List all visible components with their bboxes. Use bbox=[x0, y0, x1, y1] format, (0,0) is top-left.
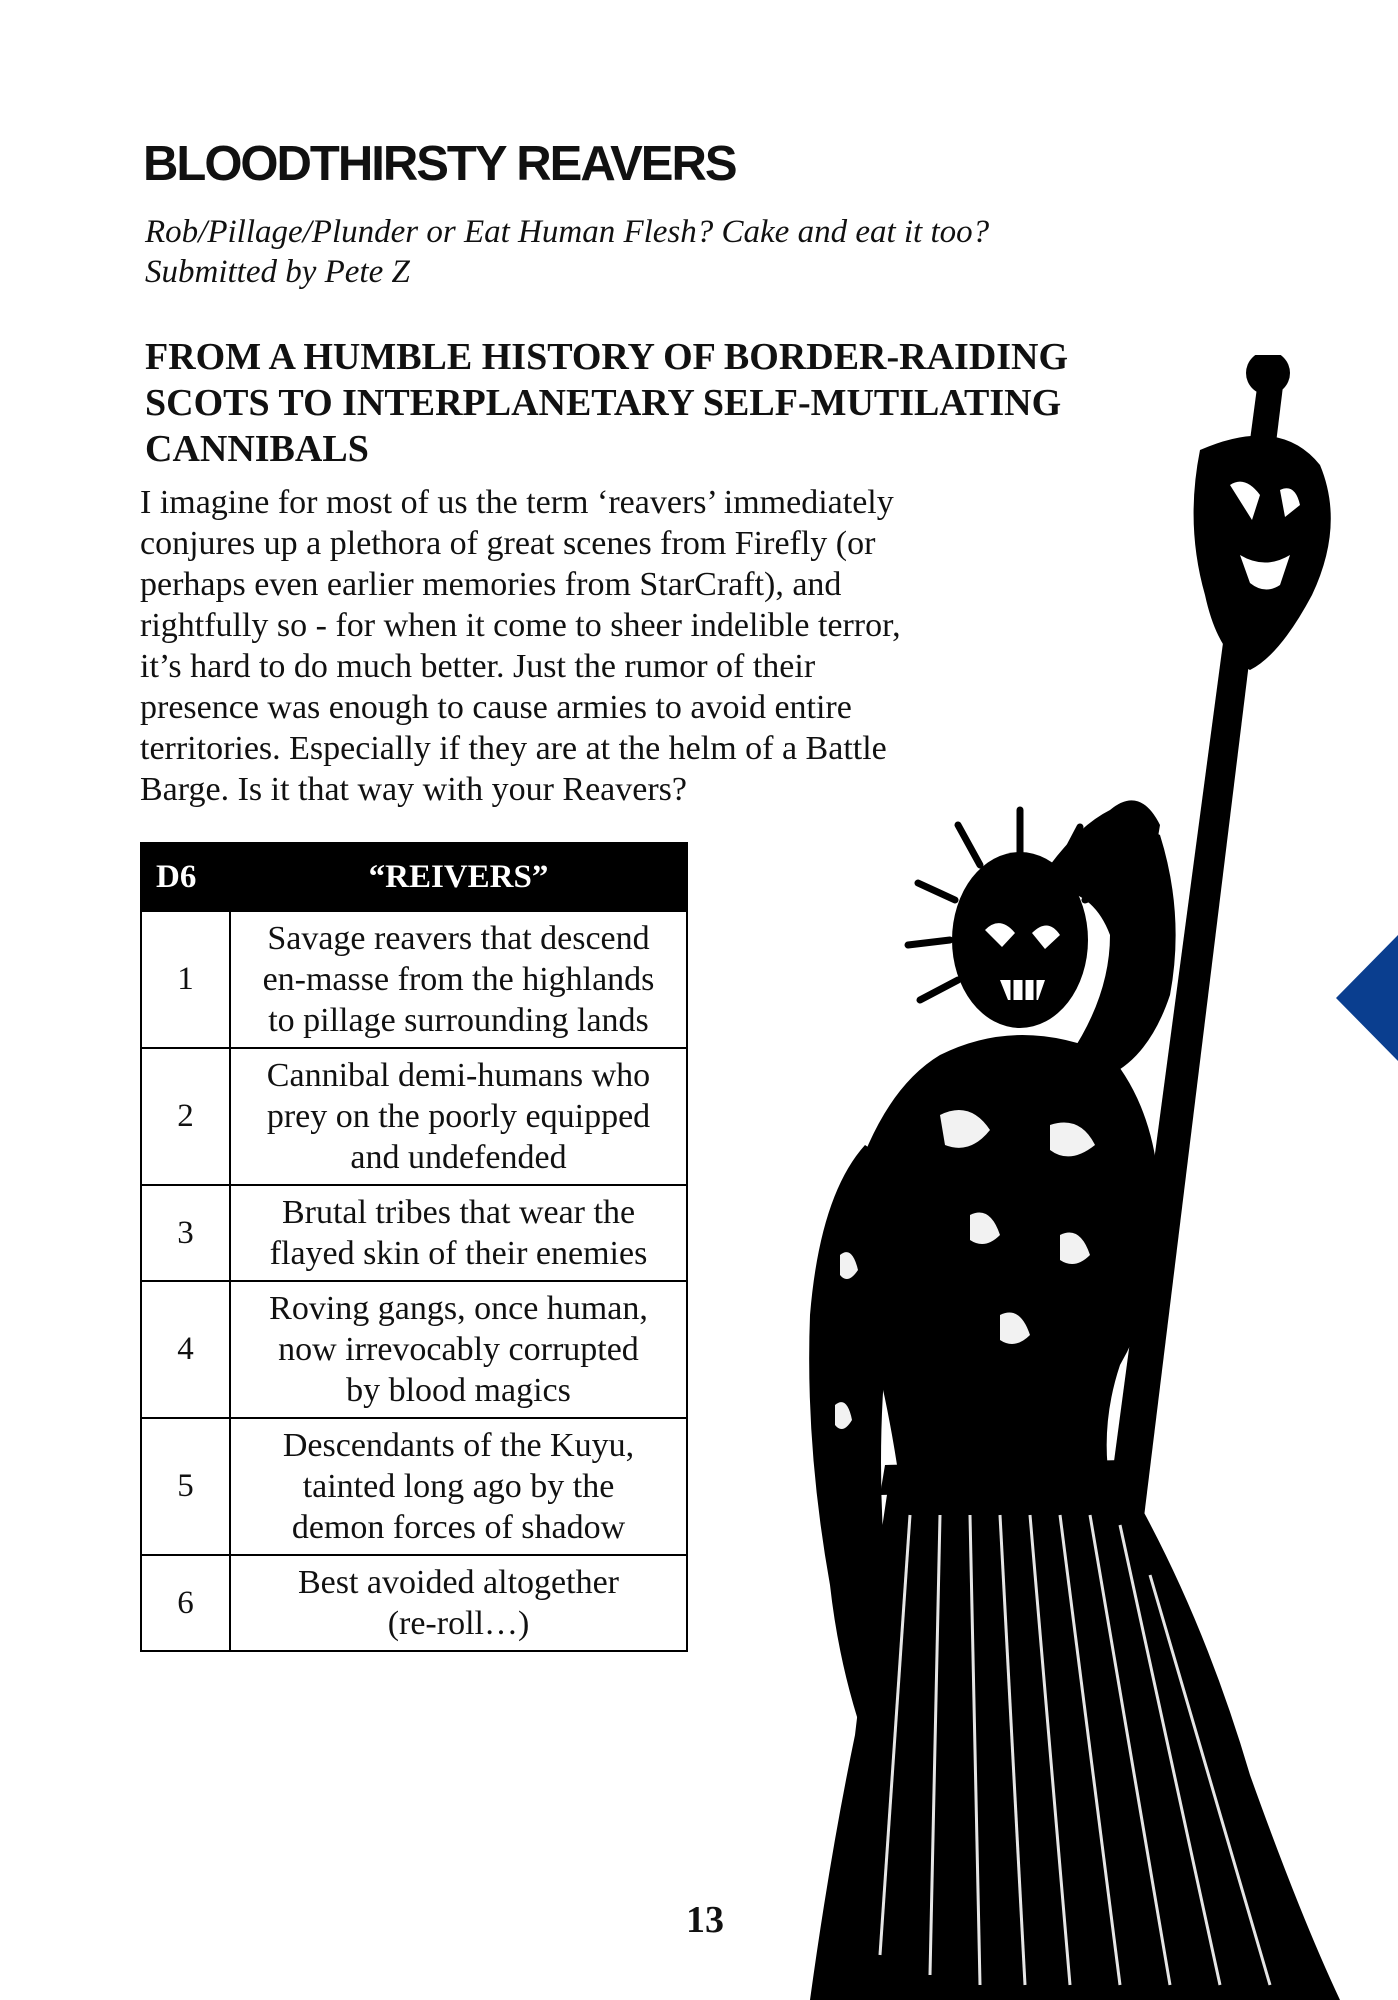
roll-result-line: to pillage surrounding lands bbox=[268, 1002, 649, 1039]
intro-line: conjures up a plethora of great scenes from Firefly (or bbox=[140, 525, 876, 562]
roll-result bbox=[230, 1185, 687, 1281]
roll-number: 5 bbox=[141, 1418, 230, 1555]
subtitle bbox=[145, 212, 989, 292]
result-column-header: “REIVERS” bbox=[230, 843, 687, 911]
d6-roll-table bbox=[140, 842, 688, 1652]
page-number: 13 bbox=[678, 1897, 732, 1943]
roll-number: 6 bbox=[141, 1555, 230, 1651]
intro-line: presence was enough to cause armies to avoid entire bbox=[140, 689, 852, 726]
roll-result-line: demon forces of shadow bbox=[291, 1509, 626, 1546]
byline: Submitted by Pete Z bbox=[145, 254, 410, 290]
roll-number: 3 bbox=[141, 1185, 230, 1281]
roll-result-line: Cannibal demi-humans who bbox=[266, 1057, 651, 1094]
roll-result bbox=[230, 1048, 687, 1185]
subtitle-line: Rob/Pillage/Plunder or Eat Human Flesh? Cake and eat it too? bbox=[145, 214, 990, 250]
intro-line: rightfully so - for when it come to sheer indelible terror, bbox=[140, 607, 901, 644]
intro-line: it’s hard to do much better. Just the rumor of their bbox=[140, 648, 816, 685]
roll-result-line: Savage reavers that descend bbox=[267, 920, 650, 957]
roll-result bbox=[230, 1418, 687, 1555]
table-row bbox=[141, 1418, 687, 1555]
roll-result-line: flayed skin of their enemies bbox=[269, 1235, 648, 1272]
intro-line: territories. Especially if they are at the helm of a Battle bbox=[140, 730, 887, 767]
table-row bbox=[141, 1281, 687, 1418]
intro-line: perhaps even earlier memories from StarCraft), and bbox=[140, 566, 842, 603]
table-header-row bbox=[141, 843, 687, 911]
reaver-warrior-illustration bbox=[640, 355, 1398, 2000]
roll-result-line: Roving gangs, once human, bbox=[269, 1290, 648, 1327]
chapter-tab-icon bbox=[1336, 935, 1398, 1061]
roll-number: 4 bbox=[141, 1281, 230, 1418]
table-row bbox=[141, 1555, 687, 1651]
roll-number: 2 bbox=[141, 1048, 230, 1185]
roll-result-line: Brutal tribes that wear the bbox=[281, 1194, 636, 1231]
roll-result-line: now irrevocably corrupted bbox=[278, 1331, 639, 1368]
roll-result bbox=[230, 911, 687, 1048]
section-heading-line: CANNIBALS bbox=[145, 428, 369, 470]
roll-result-line: by blood magics bbox=[346, 1372, 571, 1409]
die-column-header: D6 bbox=[141, 843, 230, 911]
roll-result-line: and undefended bbox=[350, 1139, 567, 1176]
roll-result bbox=[230, 1281, 687, 1418]
roll-result-line: (re-roll…) bbox=[387, 1605, 530, 1642]
page-title: BLOODTHIRSTY REAVERS bbox=[143, 137, 736, 191]
roll-result-line: tainted long ago by the bbox=[302, 1468, 615, 1505]
intro-line: Barge. Is it that way with your Reavers? bbox=[140, 771, 688, 808]
section-heading-line: FROM A HUMBLE HISTORY OF BORDER-RAIDING bbox=[145, 336, 1069, 378]
roll-result-line: prey on the poorly equipped bbox=[266, 1098, 651, 1135]
intro-line: I imagine for most of us the term ‘reavers’ immediately bbox=[140, 484, 894, 521]
section-heading-line: SCOTS TO INTERPLANETARY SELF-MUTILATING bbox=[145, 382, 1062, 424]
roll-result-line: Best avoided altogether bbox=[297, 1564, 619, 1601]
roll-number: 1 bbox=[141, 911, 230, 1048]
table-row bbox=[141, 1185, 687, 1281]
roll-result-line: en-masse from the highlands bbox=[262, 961, 655, 998]
roll-result bbox=[230, 1555, 687, 1651]
table-row bbox=[141, 1048, 687, 1185]
roll-result-line: Descendants of the Kuyu, bbox=[282, 1427, 635, 1464]
table-row bbox=[141, 911, 687, 1048]
